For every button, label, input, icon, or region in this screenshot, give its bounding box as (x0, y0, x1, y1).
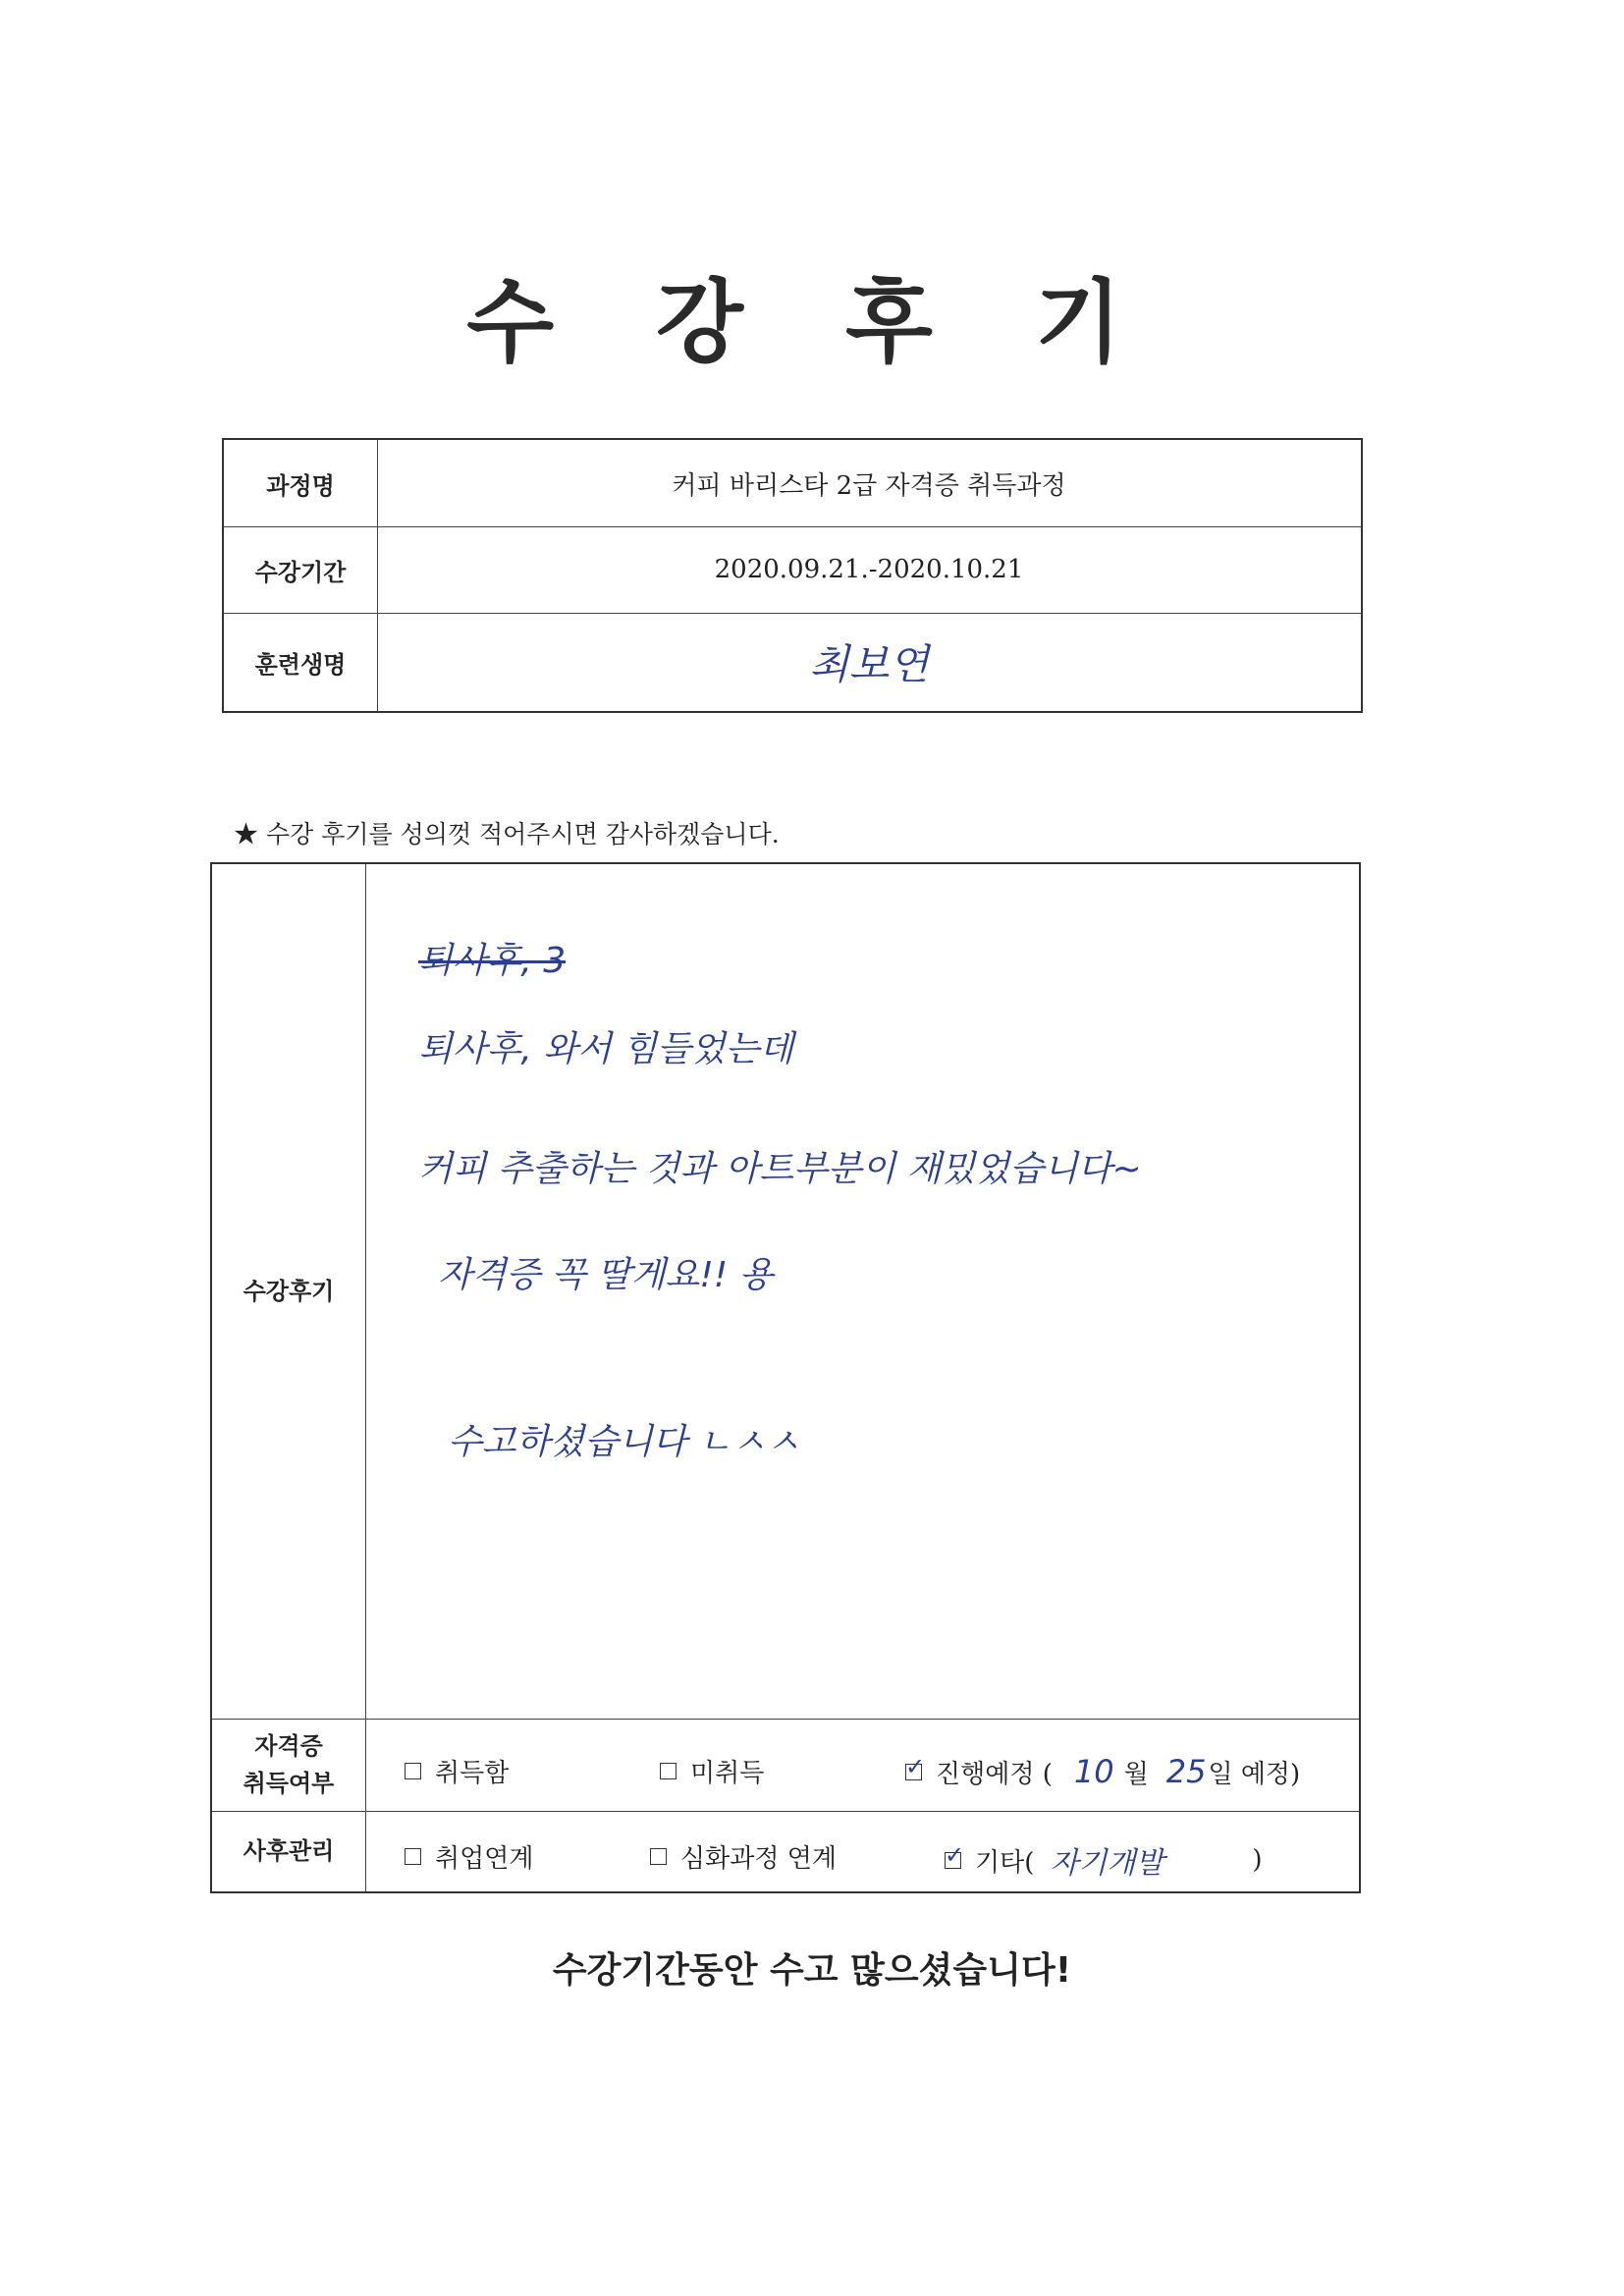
review-line: 자격증 꼭 딸게요!! 용 (438, 1255, 774, 1295)
checkbox-icon[interactable] (660, 1763, 677, 1779)
trainee-row (224, 613, 1361, 711)
instruction-note: ★ 수강 후기를 성의껏 적어주시면 감사하겠습니다. (234, 820, 780, 848)
review-table (210, 862, 1361, 1893)
trainee-label: 훈련생명 (224, 613, 378, 711)
divider (212, 1811, 1359, 1812)
checked-checkbox-icon[interactable] (945, 1852, 961, 1869)
aftercare-label: 사후관리 (212, 1811, 366, 1891)
checked-checkbox-icon[interactable] (905, 1764, 922, 1780)
certificate-option-obtained[interactable]: 취득함 (405, 1753, 509, 1789)
certificate-month: 10 (1073, 1753, 1114, 1790)
course-row (224, 440, 1361, 527)
review-label: 수강후기 (212, 864, 366, 1719)
review-line-struck: 퇴사후, 3 (418, 941, 567, 981)
certificate-label-line2: 취득여부 (243, 1770, 335, 1797)
aftercare-other-value: 자기개발 (1050, 1846, 1164, 1881)
checkbox-icon[interactable] (405, 1763, 421, 1779)
course-value: 커피 바리스타 2급 자격증 취득과정 (672, 470, 1066, 501)
certificate-day: 25 (1165, 1753, 1207, 1790)
closing-message: 수강기간동안 수고 많으셨습니다! (552, 1950, 1072, 1991)
course-label: 과정명 (224, 440, 378, 526)
certificate-option-in-progress[interactable]: ✓ 진행예정 ( 10 월 25 일 예정) (905, 1753, 1300, 1790)
certificate-label-line1: 자격증 (254, 1731, 323, 1760)
aftercare-option-employment[interactable]: 취업연계 (405, 1838, 533, 1875)
checkbox-icon[interactable] (650, 1848, 667, 1865)
certificate-label (212, 1719, 366, 1811)
divider (212, 1719, 1359, 1720)
period-row (224, 526, 1361, 614)
period-label: 수강기간 (224, 526, 378, 613)
period-value: 2020.09.21.-2020.10.21 (714, 555, 1024, 584)
certificate-option-not-obtained[interactable]: 미취득 (660, 1753, 764, 1789)
course-info-table (222, 438, 1363, 713)
checkbox-icon[interactable] (405, 1848, 421, 1865)
review-line: 수고하셨습니다 ㄴㅅㅅ (448, 1422, 801, 1462)
page-title: 수 강 후 기 (466, 270, 1158, 375)
aftercare-option-advanced[interactable]: 심화과정 연계 (650, 1838, 837, 1875)
review-line: 커피 추출하는 것과 아트부분이 재밌었습니다~ (418, 1149, 1142, 1189)
review-line: 퇴사후, 와서 힘들었는데 (418, 1029, 794, 1069)
trainee-signature: 최보연 (809, 640, 929, 688)
aftercare-option-other[interactable]: ✓ 기타( 자기개발 ) (945, 1838, 1262, 1882)
